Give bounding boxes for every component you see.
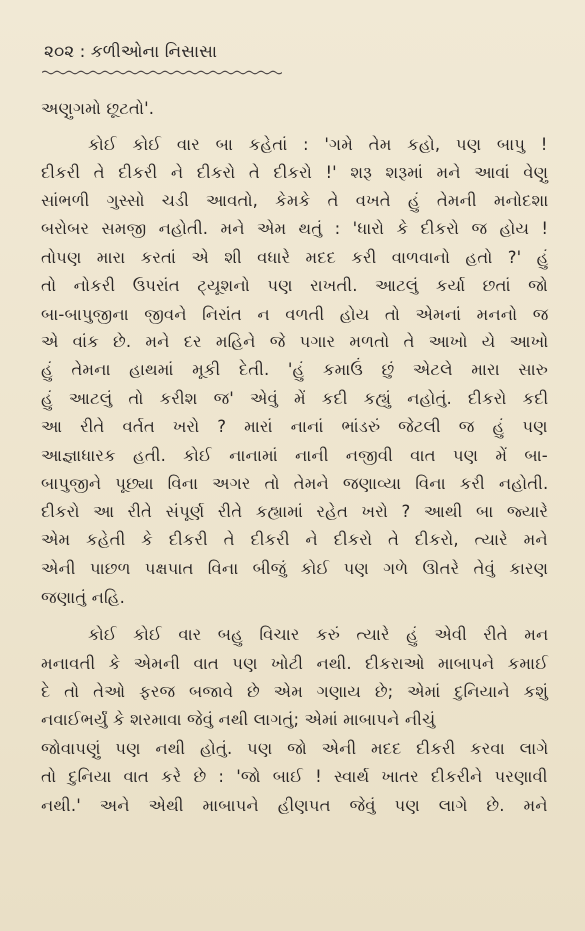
text-line: દીકરો આ રીતે સંપૂર્ણ રીતે કહ્યામાં રહેત ખરો ? આથી બા જ્યારે: [41, 502, 549, 521]
text-line: આજ્ઞાધારક હતી. કોઈ નાનામાં નાની નજીવી વાત પણ મેં બા-: [41, 446, 548, 465]
text-line: નવાઈભર્યું કે શરમાવા જેવું નથી લાગતું; એમાં માબાપને નીચું: [41, 710, 436, 729]
text-line: હું તેમના હાથમાં મૂકી દેતી. 'હું કમાઉં છું એટલે મારા સારુ: [41, 360, 548, 379]
text-line: એ વાંક છે. મને દર મહિને જે પગાર મળતો તે આખો યે આખો: [41, 332, 549, 351]
text-line: એમ કહેતી કે દીકરી તે દીકરી ને દીકરો તે દીકરો, ત્યારે મને: [41, 530, 548, 549]
text-line: કોઈ કોઈ વાર બહુ વિચાર કરું ત્યારે હું એવી રીતે મન: [88, 625, 549, 644]
text-line: દીકરી તે દીકરી ને દીકરો તે દીકરો !' શરૂ શરૂમાં મને આવાં વેણુ: [41, 163, 549, 182]
text-line: સાંભળી ગુસ્સો ચડી આવતો, કેમકે તે વખતે હું તેમની મનોદશા: [41, 191, 549, 210]
text-line: કોઈ કોઈ વાર બા કહેતાં : 'ગમે તેમ કહો, પણ બાપુ !: [88, 135, 548, 154]
text-line: મનાવતી કે એમની વાત પણ ખોટી નથી. દીકરાઓ માબાપને કમાઈ: [41, 654, 549, 673]
text-line: જોવાપણું પણ નથી હોતું. પણ જો એની મદદ દીકરી કરવા લાગે: [41, 739, 549, 758]
text-line: બા-બાપુજીના જીવને નિરાંત ન વળતી હોય તો એમનાં મનનો જ: [41, 305, 549, 324]
text-line: એની પાછળ પક્ષપાત વિના બીજું કોઈ પણ ગળે ઊતરે તેવું કારણ: [41, 559, 549, 578]
header-wavy-underline: [42, 70, 282, 75]
text-line: આ રીતે વર્તત ખરો ? મારાં નાનાં ભાંડરું જેટલી જ હું પણ: [41, 417, 548, 436]
text-line: હું આટલું તો કરીશ જ' એવું મેં કદી કહ્યું નહોતું. દીકરો કદી: [41, 389, 549, 408]
text-line: બરોબર સમજી નહોતી. મને એમ થતું : 'ધારો કે દીકરો જ હોય !: [41, 219, 549, 238]
text-line: બાપુજીને પૂછ્યા વિના અગર તો તેમને જણાવ્યા વિના કરી નહોતી.: [41, 474, 549, 493]
text-line: તો નોકરી ઉપરાંત ટ્યૂશનો પણ રાખતી. આટલું કર્યા છતાં જો: [41, 276, 548, 295]
text-line: દે તો તેઓ ફરજ બજાવે છે એમ ગણાય છે; એમાં દુનિયાને કશું: [41, 682, 549, 701]
page-header: ૨૦૨ : કળીઓના નિસાસા: [44, 42, 218, 62]
text-line: તોપણ મારા કરતાં એ શી વધારે મદદ કરી વાળવાનો હતો ?' હું: [41, 248, 549, 267]
text-line: જણાતું નહિ.: [41, 588, 125, 607]
text-line: અણુગમો છૂટતો'.: [41, 99, 155, 118]
text-line: નથી.' અને એથી માબાપને હીણપત જેવું પણ લાગે છે. મને: [41, 796, 548, 815]
text-line: તો દુનિયા વાત કરે છે : 'જો બાઈ ! સ્વાર્થ ખાતર દીકરીને પરણાવી: [41, 767, 548, 786]
